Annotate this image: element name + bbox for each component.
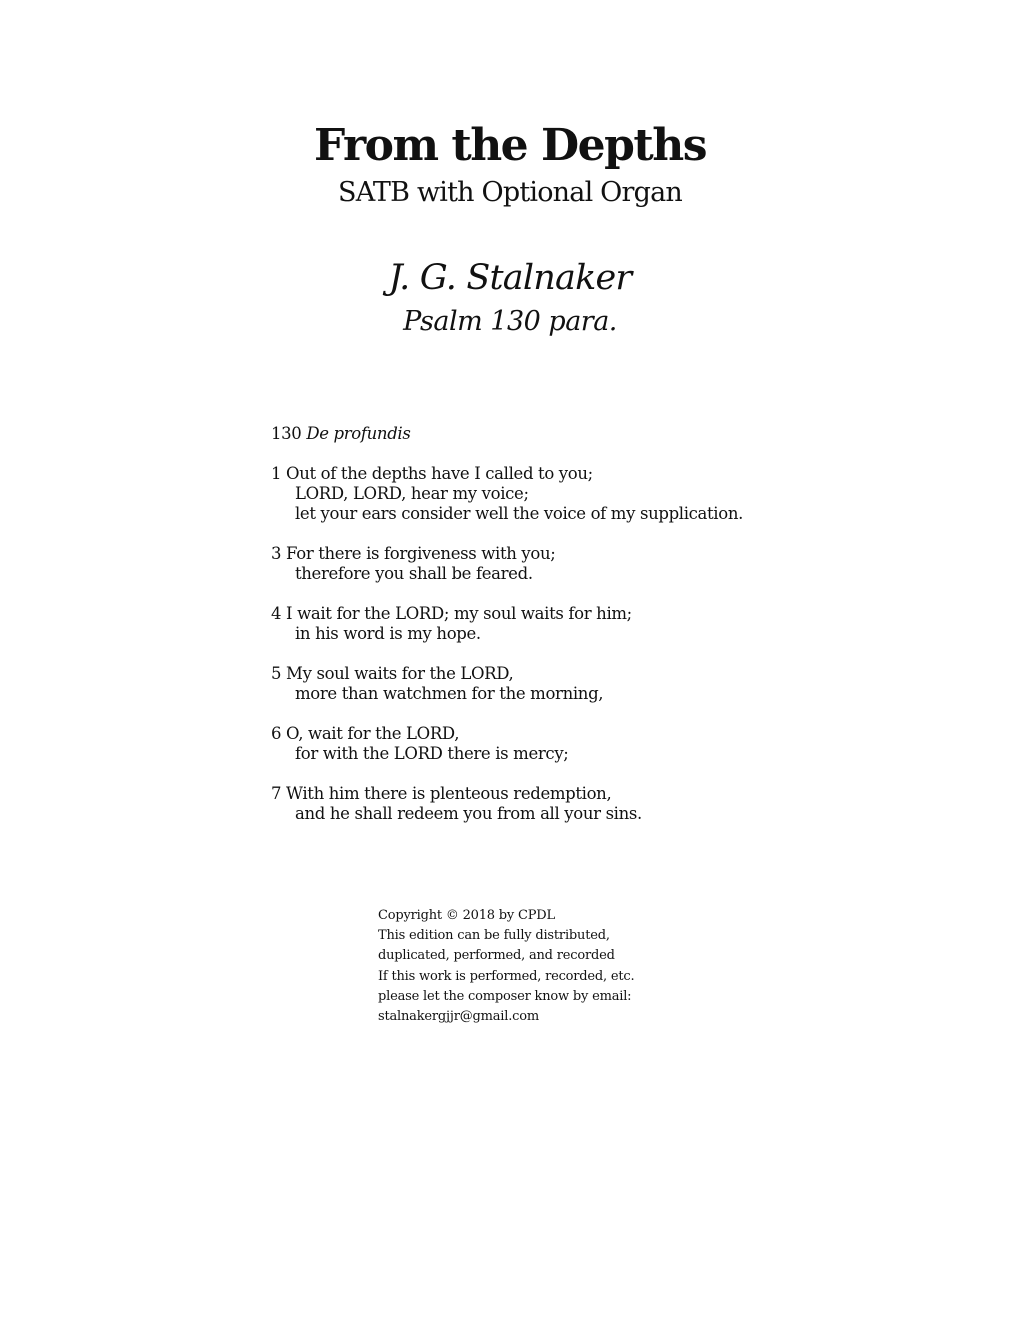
psalm-heading xyxy=(271,424,971,444)
verse-line: therefore you shall be feared. xyxy=(295,564,533,583)
verse-line: let your ears consider well the voice of my supplication. xyxy=(295,504,743,523)
copyright-line: This edition can be fully distributed, xyxy=(378,928,610,944)
verse-line: and he shall redeem you from all your sins. xyxy=(295,804,642,823)
verse-line: 5 My soul waits for the LORD, xyxy=(271,664,514,683)
copyright-line: duplicated, performed, and recorded xyxy=(378,948,615,964)
text-source: Psalm 130 para. xyxy=(403,306,617,337)
verse-line: 1 Out of the depths have I called to you; xyxy=(271,464,593,483)
page-title: From the Depths xyxy=(314,120,706,171)
copyright-line: Copyright © 2018 by CPDL xyxy=(378,908,555,923)
verse-line: 4 I wait for the LORD; my soul waits for him; xyxy=(271,604,632,623)
verse xyxy=(271,544,971,584)
page-subtitle: SATB with Optional Organ xyxy=(338,177,682,208)
verse xyxy=(271,664,971,704)
verse-line: 7 With him there is plenteous redemption, xyxy=(271,784,612,803)
verse-line: more than watchmen for the morning, xyxy=(295,684,604,703)
verse xyxy=(271,464,971,524)
psalm-latin-title: De profundis xyxy=(306,424,411,443)
contact-email: stalnakergjjr@gmail.com xyxy=(378,1009,539,1025)
psalm-text xyxy=(271,424,971,844)
verse-line: for with the LORD there is mercy; xyxy=(295,744,569,763)
verse-line: 6 O, wait for the LORD, xyxy=(271,724,460,743)
psalm-number: 130 xyxy=(271,424,302,443)
copyright-line: If this work is performed, recorded, etc. xyxy=(378,968,635,984)
copyright-notice xyxy=(378,906,778,1027)
composer-name: J. G. Stalnaker xyxy=(388,258,632,298)
verse xyxy=(271,604,971,644)
verse xyxy=(271,724,971,764)
verse xyxy=(271,784,971,824)
copyright-line: please let the composer know by email: xyxy=(378,988,632,1004)
verse-line: in his word is my hope. xyxy=(295,624,481,643)
verse-line: 3 For there is forgiveness with you; xyxy=(271,544,556,563)
verse-line: LORD, LORD, hear my voice; xyxy=(295,484,529,503)
